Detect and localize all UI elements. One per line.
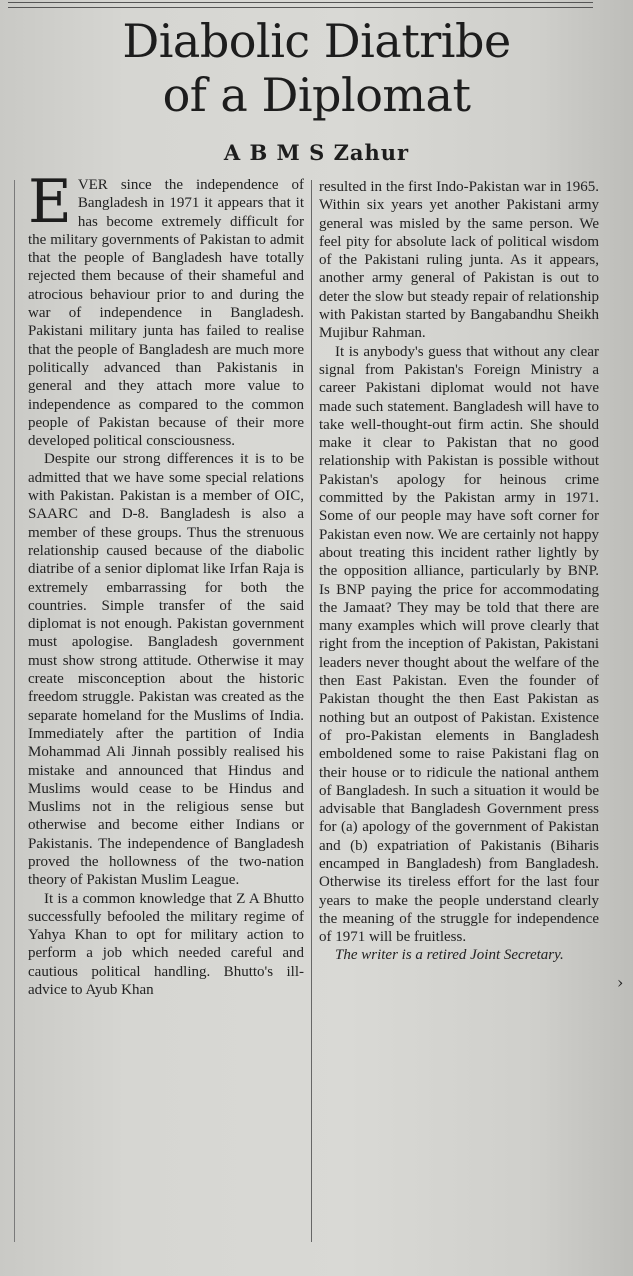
paragraph-3: It is a common knowledge that Z A Bhutto successfully befooled the military regime of Yahya Khan to opt for military action to perform a job which needed careful and cautious political handling. Bhutto's ill-advice to Ayub Khan [28,890,304,999]
chevron-right-icon: › [617,973,624,992]
headline-line-2: of a Diplomat [162,68,471,122]
column-right [319,178,599,965]
headline [0,14,633,122]
paragraph-4: resulted in the first Indo-Pakistan war in 1965. Within six years yet another Pakistani army general was misled by the same person. We feel pity for absolute lack of political wisdom of the Pakistani ruling junta. As it appears, another army general of Pakistan is out to deter the slow but steady repair of relationship with Pakistan started by Bangabandhu Sheikh Mujibur Rahman. [319,179,599,342]
headline-line-1: Diabolic Diatribe [122,14,511,68]
column-left [28,167,304,999]
writer-note: The writer is a retired Joint Secretary. [335,947,564,964]
left-column-rule [14,180,15,1242]
byline: A B M S Zahur [223,140,410,165]
top-rule [8,2,593,8]
paragraph-1-text: VER since the independence of Bangladesh in 1971 it appears that it has become extremely difficult for the military governments of Pakistan to admit that the people of Bangladesh have totally rejected them because of their shameful and atrocious behaviour prior to and during the war of independence in Bangladesh. Pakistani military junta has failed to realise that the people of Bangladesh are much more politically advanced than Pakistanis in general and they attach more value to independence as compared to the common people of Pakistan because of their more developed political consciousness. [28,177,304,450]
drop-cap: E [28,167,72,237]
column-divider [311,180,312,1242]
paragraph-5: It is anybody's guess that without any clear signal from Pakistan's Foreign Ministry a career Pakistani diplomat would not have made such statement. Bangladesh will have to take well-thought-out firm actin. She should make it clear to Pakistan that no good relationship with Pakistan is possible without Pakistan's apology for heinous crime committed by the Pakistan army in 1971. Some of our people may have soft corner for Pakistan even now. We are certainly not happy about treating this incident rather lightly by the opposition alliance, particularly by BNP. Is BNP paying the price for accommodating the Jamaat? They may be told that there are many examples which will prove clearly that right from the inception of Pakistan, Pakistani leaders never thought about the welfare of the then East Pakistan. Even the founder of Pakistan thought the then East Pakistan as nothing but an outpost of Pakistan. Existence of pro-Pakistan elements in Bangladesh emboldened some to raise Pakistani flag on their house or to ridicule the national anthem of Bangladesh. In such a situation it would be advisable that Bangladesh Government press for (a) apology of the government of Pakistan and (b) expatriation of Pakistanis (Biharis encamped in Bangladesh) from Bangladesh. Otherwise its tireless effort for the last four years to make the people understand clearly the meaning of the struggle for independence of 1971 will be fruitless. [319,343,599,946]
paragraph-2: Despite our strong differences it is to be admitted that we have some special relations with Pakistan. Pakistan is a member of OIC, SAARC and D-8. Bangladesh is also a member of these groups. Thus the strenuous relationship caused because of the diabolic diatribe of a senior diplomat like Irfan Raja is extremely embarrassing for both the countries. Simple transfer of the said diplomat is not enough. Pakistan government must apologise. Bangladesh government must show strong attitude. Otherwise it may create misconception about the historic freedom struggle. Pakistan was created as the separate homeland for the Muslims of India. Immediately after the partition of India Mohammad Ali Jinnah possibly realised his mistake and announced that Hindus and Muslims would cease to be Hindus and Muslims not in the religious sense but otherwise and become either Indians or Pakistanis. The independence of Bangladesh proved the hollowness of the two-nation theory of Pakistan Muslim League. [28,451,304,889]
paragraph-1 [28,167,304,450]
